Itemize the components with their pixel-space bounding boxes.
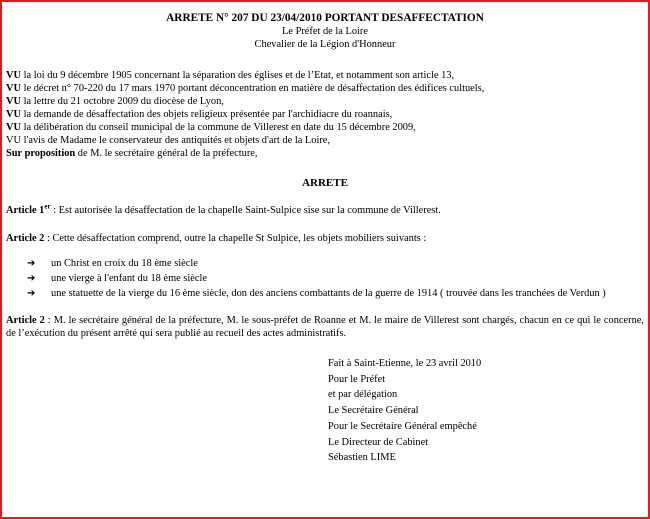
article-1-text: : Est autorisée la désaffectation de la chapelle Saint-Sulpice sise sur la commune de Villerest.: [50, 205, 441, 216]
signature-line: Le Directeur de Cabinet: [328, 436, 429, 448]
decree-document: [6, 12, 644, 466]
honour-line: Chevalier de la Légion d'Honneur: [254, 39, 396, 50]
object-list: [6, 257, 644, 300]
signature-place-date: Fait à Saint-Etienne, le 23 avril 2010: [328, 358, 482, 369]
consideration-line-plain: VU l'avis de Madame le conservateur des antiquités et objets d'art de la Loire,: [6, 135, 331, 146]
article-1-label: Article 1er: [6, 202, 51, 216]
consideration-line: [6, 95, 644, 108]
article-3-label: Article 2: [6, 315, 45, 326]
signature-line: Le Secrétaire Général: [328, 405, 419, 417]
signature-line: Pour le Secrétaire Général empêché: [328, 420, 477, 432]
signature-line: et par délégation: [328, 389, 398, 401]
arrete-heading: ARRETE: [302, 177, 348, 189]
consideration-line: [6, 108, 644, 121]
list-item: [6, 287, 644, 300]
consideration-line: [6, 121, 644, 134]
list-item: [6, 272, 644, 285]
proposition-text: de M. le secrétaire général de la préfecture,: [75, 148, 258, 159]
article-3-text: : M. le secrétaire général de la préfecture, M. le sous-préfet de Roanne et M. le maire de Villerest sont chargés, chacun en ce qui le concerne, de l’exécution du présent arrêté qui sera publié au recueil des actes administratifs.: [6, 315, 644, 339]
article-1: [6, 204, 644, 217]
consideration-text: la loi du 9 décembre 1905 concernant la séparation des églises et de l’Etat, et notamment son article 13,: [21, 70, 455, 81]
consideration-text: la délibération du conseil municipal de la commune de Villerest en date du 15 décembre 2009,: [21, 122, 416, 133]
article-2-text: : Cette désaffectation comprend, outre la chapelle St Sulpice, les objets mobiliers suivants :: [44, 233, 427, 244]
signature-block: [328, 356, 644, 466]
article-3: [6, 314, 644, 340]
vu-label: VU: [6, 96, 22, 107]
list-item: [6, 257, 644, 270]
article-2: [6, 232, 644, 245]
signature-line: Pour le Préfet: [328, 373, 386, 385]
consideration-text: le décret n° 70-220 du 17 mars 1970 portant déconcentration en matière de désaffectation des édifices cultuels,: [21, 83, 485, 94]
proposition-label: Sur proposition: [6, 148, 76, 159]
list-item-text: un Christ en croix du 18 ème siècle: [51, 258, 198, 269]
signatory-name: Sébastien LIME: [328, 452, 396, 464]
consideration-line: [6, 82, 644, 95]
consideration-line: [6, 69, 644, 82]
list-item-text: une statuette de la vierge du 16 ème siècle, don des anciens combattants de la guerre de 1914 ( trouvée dans les tranchées de Verdun ): [51, 288, 606, 299]
considerations-block: [6, 69, 644, 160]
arrow-right-icon: ➔: [27, 258, 36, 269]
arrow-right-icon: ➔: [27, 273, 36, 284]
vu-label: VU: [6, 109, 22, 120]
prefect-line: Le Préfet de la Loire: [282, 26, 368, 37]
vu-label: VU: [6, 70, 22, 81]
vu-label: VU: [6, 83, 22, 94]
list-item-text: une vierge à l'enfant du 18 ème siècle: [51, 273, 208, 284]
vu-label: VU: [6, 122, 22, 133]
arrow-right-icon: ➔: [27, 288, 36, 299]
consideration-text: la lettre du 21 octobre 2009 du diocèse de Lyon,: [21, 96, 224, 107]
article-2-label: Article 2: [6, 233, 45, 244]
consideration-text: la demande de désaffectation des objets religieux présentée par l'archidiacre du roannais,: [21, 109, 393, 120]
proposition-line: [6, 147, 644, 160]
decree-title: ARRETE N° 207 DU 23/04/2010 PORTANT DESAFFECTATION: [166, 12, 484, 24]
